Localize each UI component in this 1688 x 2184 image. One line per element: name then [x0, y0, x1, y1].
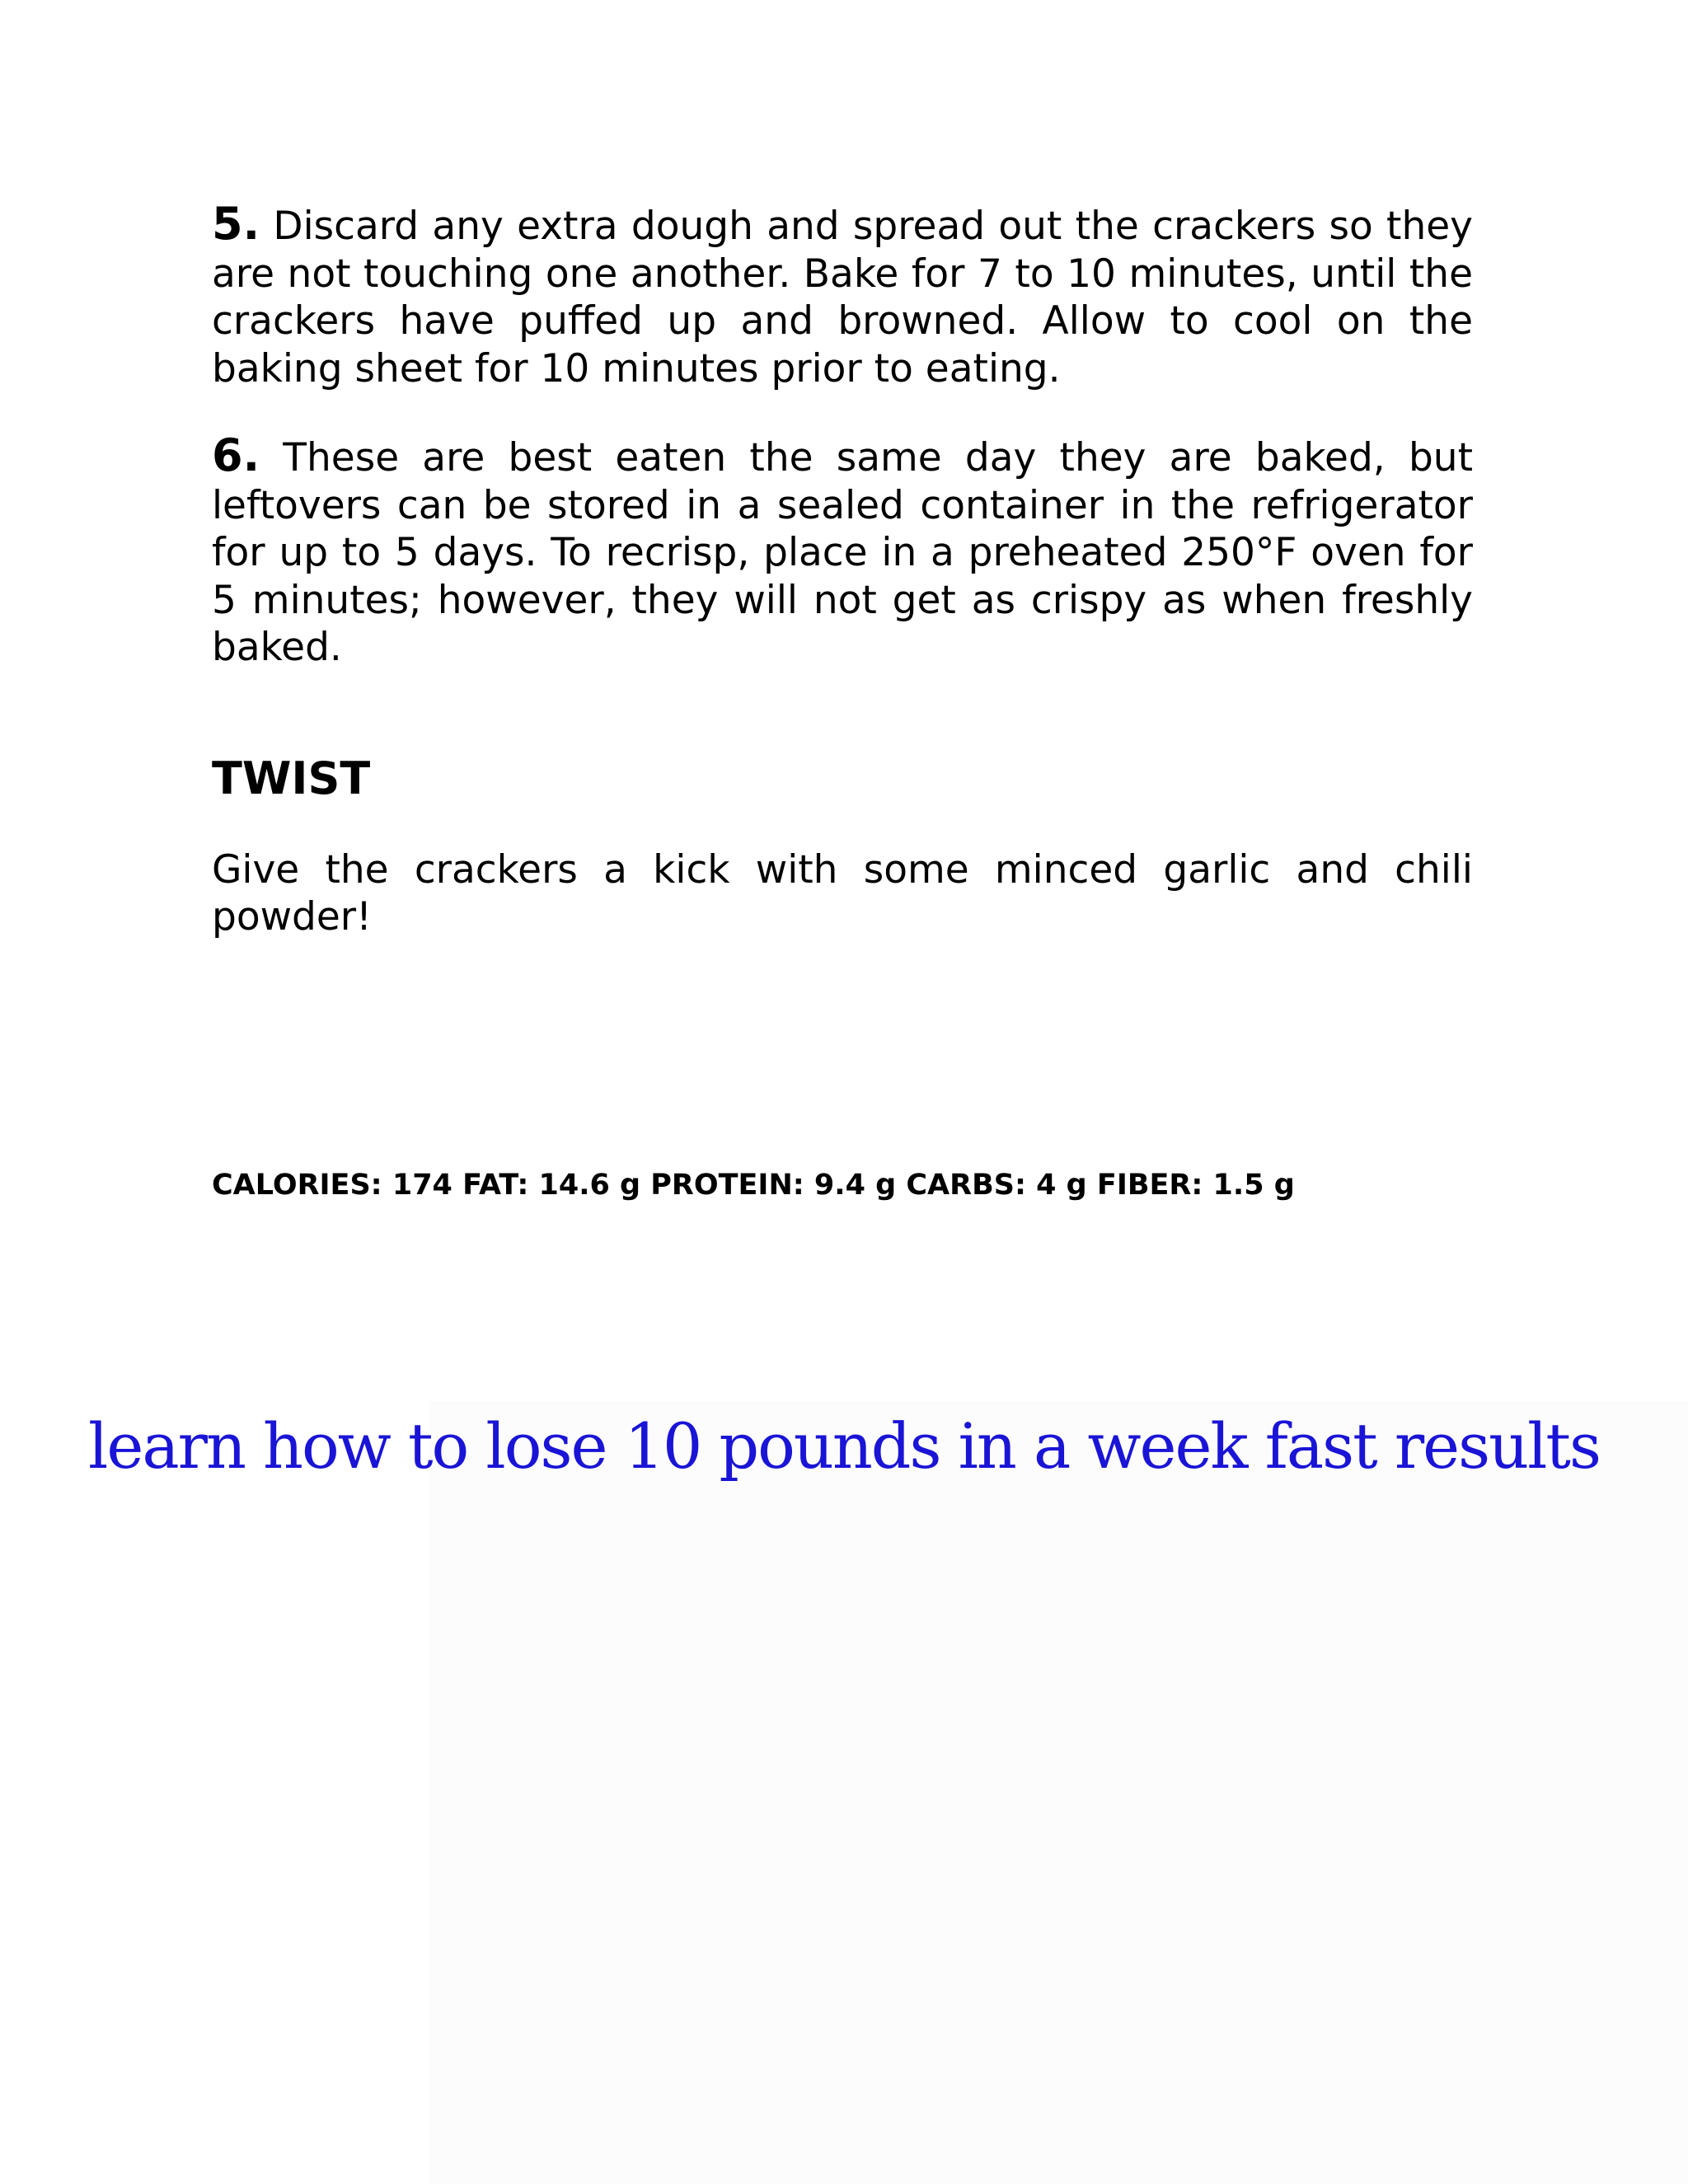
step-number: 6.	[212, 429, 260, 481]
twist-heading: TWIST	[212, 752, 371, 804]
step-number: 5.	[212, 198, 260, 250]
twist-text: Give the crackers a kick with some minced garlic and chili powder!	[212, 846, 1473, 940]
recipe-content	[212, 200, 1473, 941]
step-5	[212, 200, 1473, 392]
step-6	[212, 429, 1473, 672]
page-background	[429, 1401, 1688, 2184]
promo-link[interactable]: learn how to lose 10 pounds in a week fast results	[88, 1409, 1600, 1483]
step-text: These are best eaten the same day they are baked, but leftovers can be stored in a sealed container in the refrigerator for up to 5 days. To recrisp, place in a preheated 250°F oven for 5 minutes; however, they will not get as crispy as when freshly baked.	[212, 435, 1473, 670]
nutrition-facts: CALORIES: 174 FAT: 14.6 g PROTEIN: 9.4 g CARBS: 4 g FIBER: 1.5 g	[212, 1169, 1295, 1202]
step-text: Discard any extra dough and spread out the crackers so they are not touching one another. Bake for 7 to 10 minutes, until the crackers have puffed up and browned. Allow to cool on the baking sheet for 10 minutes prior to eating.	[212, 204, 1473, 391]
